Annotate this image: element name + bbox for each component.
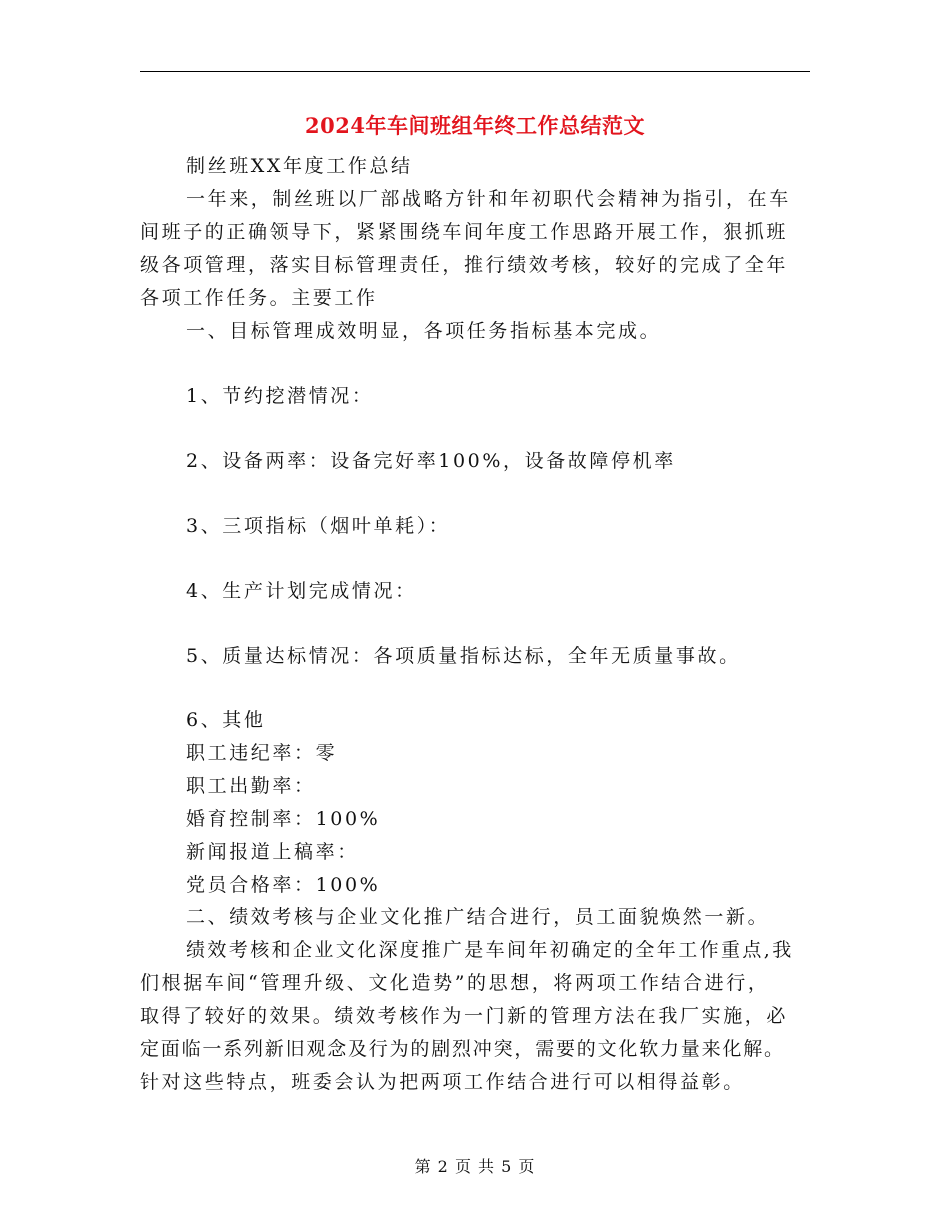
body-line: 6、其他: [186, 709, 266, 731]
body-line: 1、节约挖潜情况：: [186, 385, 374, 407]
body-line: 2、设备两率：设备完好率100%，设备故障停机率: [186, 450, 676, 472]
body-line: 们根据车间“管理升级、文化造势”的思想，将两项工作结合进行，: [140, 972, 770, 994]
body-line: 各项工作任务。主要工作: [140, 287, 378, 309]
body-line: 职工违纪率：零: [186, 742, 338, 764]
document-title: 2024年车间班组年终工作总结范文: [305, 113, 645, 138]
body-line: 新闻报道上稿率：: [186, 841, 359, 863]
body-line: 婚育控制率：100%: [186, 808, 381, 830]
body-line: 制丝班XX年度工作总结: [186, 155, 413, 177]
section-heading: 二、绩效考核与企业文化推广结合进行，员工面貌焕然一新。: [186, 906, 770, 928]
body-line: 定面临一系列新旧观念及行为的剧烈冲突，需要的文化软力量来化解。: [140, 1038, 785, 1060]
body-line: 一年来，制丝班以厂部战略方针和年初职代会精神为指引，在车: [186, 188, 791, 210]
body-line: 针对这些特点，班委会认为把两项工作结合进行可以相得益彰。: [140, 1071, 745, 1093]
body-line: 职工出勤率：: [186, 775, 316, 797]
body-line: 间班子的正确领导下，紧紧围绕车间年度工作思路开展工作，狠抓班: [140, 221, 789, 243]
body-line: 5、质量达标情况：各项质量指标达标，全年无质量事故。: [186, 645, 741, 667]
section-heading: 一、目标管理成效明显，各项任务指标基本完成。: [186, 320, 662, 342]
body-line: 取得了较好的效果。绩效考核作为一门新的管理方法在我厂实施，必: [140, 1005, 789, 1027]
body-line: 4、生产计划完成情况：: [186, 580, 417, 602]
body-line: 党员合格率：100%: [186, 874, 381, 896]
body-line: 级各项管理，落实目标管理责任，推行绩效考核，较好的完成了全年: [140, 254, 789, 276]
body-line: 3、三项指标（烟叶单耗）：: [186, 515, 451, 537]
body-line: 绩效考核和企业文化深度推广是车间年初确定的全年工作重点,我: [186, 939, 794, 961]
page-number: 第 2 页 共 5 页: [414, 1157, 536, 1176]
header-rule: [140, 71, 810, 72]
